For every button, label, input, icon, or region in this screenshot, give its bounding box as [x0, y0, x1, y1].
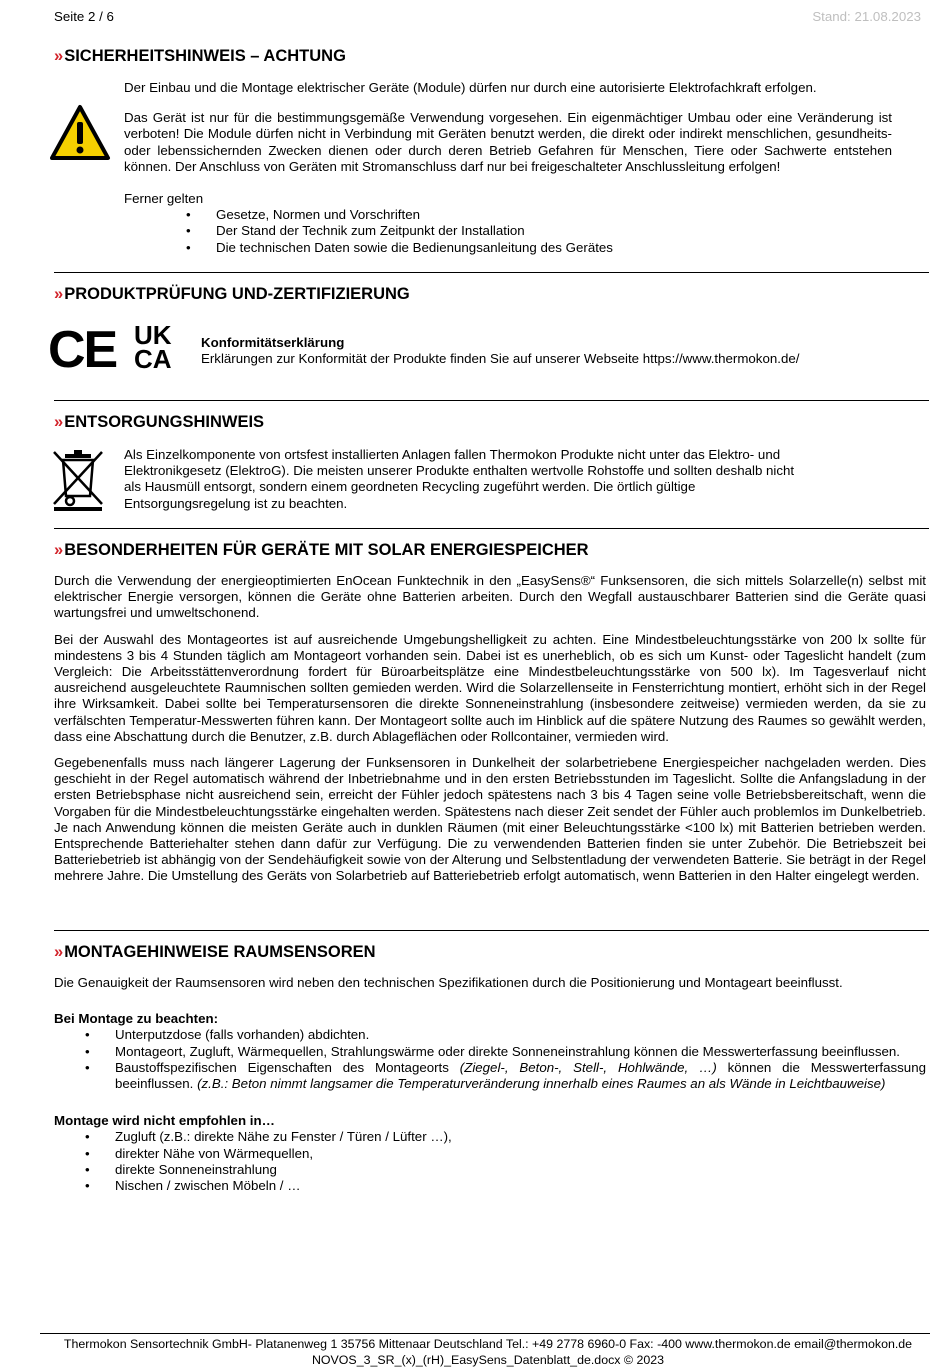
solar-text	[54, 573, 926, 885]
list-item: • direkter Nähe von Wärmequellen,	[85, 1145, 314, 1161]
solar-paragraph-1: Durch die Verwendung der energieoptimierten EnOcean Funktechnik in den „EasySens®“ Funksensoren, die sich mittels Solarzelle(n) selbst mit elektrischer Energie versorgen, können die Geräte ohne Batterien arbeiten. Durch den Wegfall austauschbarer Batterien sind die Geräte quasi wartungsfrei und umweltschonend.	[54, 573, 926, 621]
document-date: Stand: 21.08.2023	[812, 9, 921, 24]
safety-text	[124, 80, 892, 256]
cert-description: Erklärungen zur Konformität der Produkte finden Sie auf unserer Webseite https://www.thermokon.de/	[201, 351, 800, 367]
page-number: Seite 2 / 6	[54, 9, 114, 24]
divider	[54, 400, 929, 401]
cert-text	[201, 335, 901, 367]
disposal-line: Als Einzelkomponente von ortsfest installierten Anlagen fallen Thermokon Produkte nicht unter das Elektro- und	[124, 447, 781, 462]
mount-do-list	[85, 1027, 926, 1092]
mount-intro: Die Genauigkeit der Raumsensoren wird neben den technischen Spezifikationen durch die Positionierung und Montageart beeinflusst.	[54, 975, 843, 990]
safety-paragraph-3: Ferner gelten	[124, 191, 204, 207]
divider	[54, 528, 929, 529]
mount-dont-heading: Montage wird nicht empfohlen in…	[54, 1113, 275, 1129]
mount-text	[54, 975, 926, 1194]
disposal-line: als Hausmüll entsorgt, sondern einem geordneten Recycling zugeführt werden. Die örtlich gültige	[124, 479, 696, 495]
list-item: • Gesetze, Normen und Vorschriften	[186, 207, 420, 223]
footer-address: Thermokon Sensortechnik GmbH- Platanenweg 1 35756 Mittenaar Deutschland Tel.: +49 2778 6960-0 Fax: -400 www.thermokon.de email@thermokon.de	[63, 1337, 913, 1351]
list-item: • Der Stand der Technik zum Zeitpunkt der Installation	[186, 223, 525, 239]
safety-paragraph-1: Der Einbau und die Montage elektrischer Geräte (Module) dürfen nur durch eine autorisierte Elektrofachkraft erfolgen.	[124, 80, 817, 95]
footer-divider	[40, 1333, 930, 1334]
list-item: • Montageort, Zugluft, Wärmequellen, Strahlungswärme oder direkte Sonneneinstrahlung können die Messwerterfassung beeinflussen.	[85, 1043, 900, 1059]
section-title-solar: »BESONDERHEITEN FÜR GERÄTE MIT SOLAR ENERGIESPEICHER	[54, 541, 589, 559]
list-item: • direkte Sonneneinstrahlung	[85, 1161, 277, 1177]
footer-filename: NOVOS_3_SR_(x)_(rH)_EasySens_Datenblatt_de.docx © 2023	[311, 1353, 665, 1367]
list-item: • Unterputzdose (falls vorhanden) abdichten.	[85, 1027, 370, 1043]
list-item: • Nischen / zwischen Möbeln / …	[85, 1178, 301, 1194]
section-title-certification: »PRODUKTPRÜFUNG UND-ZERTIFIZIERUNG	[54, 285, 410, 303]
section-title-safety: »SICHERHEITSHINWEIS – ACHTUNG	[54, 47, 346, 65]
mount-do-heading: Bei Montage zu beachten:	[54, 1011, 219, 1027]
warning-icon	[49, 104, 111, 162]
solar-paragraph-2: Bei der Auswahl des Montageortes ist auf ausreichende Umgebungshelligkeit zu achten. Eine Mindestbeleuchtungsstärke von 200 lx sollte für mindestens 3 bis 4 Stunden täglich am Montageort vorhanden sein. Dabei ist es unerheblich, ob es sich um Kunst- oder Tageslicht handelt (zum Vergleich: Die Arbeitsstättenverordnung fordert für Büroarbeitsplätze eine Mindestbeleuchtungsstärke von 500 lx). Im Tagesverlauf nicht ausreichend ausgeleuchtete Raumnischen sollten gemieden werden. Wird die Solarzellenseite in Fensterrichtung montiert, erhöht sich in der Regel ihre Wirksamkeit. Dabei sollte bei Temperatursensoren die direkte Sonneneinstrahlung (insbesondere zeitweise) vermieden werden, da sie zu verfälschten Temperatur-Messwerten führen kann. Der Montageort sollte auch im Hinblick auf die spätere Nutzung des Raumes so gewählt werden, dass eine Abschattung durch die Benutzer, z.B. durch Ablageflächen oder Rollcontainer, vermieden wird.	[54, 631, 926, 744]
weee-bin-icon	[50, 448, 106, 512]
safety-paragraph-2: Das Gerät ist nur für die bestimmungsgemäße Verwendung vorgesehen. Ein eigenmächtiger Umbau oder eine Veränderung ist verboten! Die Module dürfen nicht in Verbindung mit Geräten benutzt werden, die direkt oder indirekt menschlichen, gesundheits- oder lebenssichernden Zwecken dienen oder durch deren Betrieb Gefahren für Menschen, Tiere oder Sachwerte entstehen können. Der Anschluss von Geräten mit Stromanschluss darf nur bei freigeschalteter Anschlussleitung erfolgen!	[124, 110, 892, 174]
disposal-line: Elektronikgesetz (ElektroG). Die meisten unserer Produkte enthalten wertvolle Rohstoffe und sollten deshalb nicht	[124, 463, 795, 479]
section-title-mounting: »MONTAGEHINWEISE RAUMSENSOREN	[54, 943, 376, 961]
cert-heading: Konformitätserklärung	[201, 335, 345, 350]
section-title-disposal: »ENTSORGUNGSHINWEIS	[54, 413, 265, 431]
solar-paragraph-3: Gegebenenfalls muss nach längerer Lagerung der Funksensoren in Dunkelheit der solarbetriebene Energiespeicher nachgeladen werden. Dies geschieht in der Regel automatisch während der Inbetriebnahme und in den ersten Betriebsstunden im Tageslicht. Sollte die Anfangsladung in der ersten Betriebsphase nicht ausreichend sein, erreicht der Fühler jedoch spätestens nach 3 bis 4 Tagen seine volle Betriebsbereitschaft, wenn die Vorgaben für die Mindestbeleuchtungsstärke eingehalten werden. Spätestens nach dieser Zeit sendet der Fühler auch problemlos im Dunkelbetrieb. Je nach Anwendung können die meisten Geräte auch in dunklen Räumen (mit einer Beleuchtungsstärke <100 lx) mit Batterien betrieben werden. Entsprechende Batteriehalter stehen dann dafür zur Verfügung. Die zu verwendenden Batterien finden sie unter Zubehör. Die Betriebszeit bei Batteriebetrieb ist abhängig von der Sendehäufigkeit sowie von der Alterung und Selbstentladung der verwendeten Batterie. Sie beträgt in der Regel mehrere Jahre. Die Umstellung des Geräts von Solarbetrieb auf Batteriebetrieb erfolgt automatisch, wenn Batterien in den Halter eingelegt werden.	[54, 755, 926, 884]
disposal-text	[124, 447, 904, 512]
list-item: • Die technischen Daten sowie die Bedienungsanleitung des Gerätes	[186, 239, 613, 255]
ukca-mark-icon: UK CA	[134, 320, 172, 374]
disposal-line: Entsorgungsregelung ist zu beachten.	[124, 495, 348, 511]
ce-mark-icon: CE	[48, 321, 117, 379]
divider	[54, 272, 929, 273]
divider	[54, 930, 929, 931]
mount-dont-list	[85, 1129, 926, 1194]
safety-list	[186, 207, 892, 256]
list-item: • Baustoffspezifischen Eigenschaften des Montageorts (Ziegel-, Beton-, Stell-, Hohlwände, …) können die Messwerterfassung beeinflussen. (z.B.: Beton nimmt langsamer die Temperaturveränderung innerhalb eines Raumes an als Wände in Leichtbauweise)	[85, 1059, 926, 1092]
list-item: • Zugluft (z.B.: direkte Nähe zu Fenster / Türen / Lüfter …),	[85, 1129, 452, 1145]
